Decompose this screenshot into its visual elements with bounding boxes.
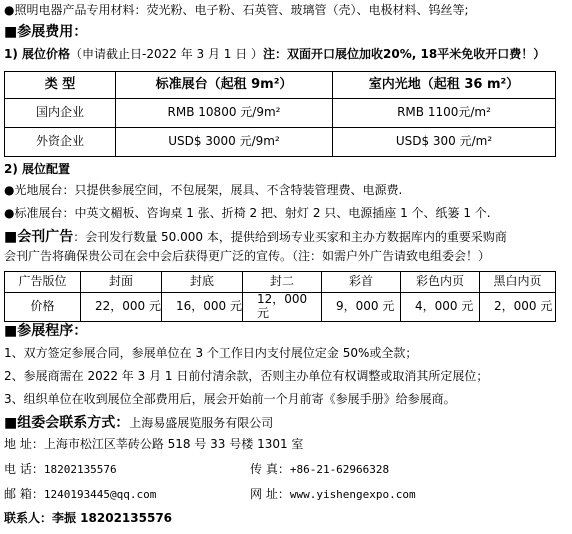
- fax-label: 传 真：: [250, 462, 290, 476]
- table-header: 彩色内页: [401, 272, 480, 293]
- table-cell: 价格: [5, 293, 81, 322]
- table-header: 黑白内页: [480, 272, 556, 293]
- email-label: 邮 箱：: [4, 487, 44, 501]
- table-cell: 22，000 元: [81, 293, 162, 322]
- price-note-bold: 注：双面开口展位加收20%, 18平米免收开口费！）: [263, 47, 546, 61]
- procedure-step: 2、参展商需在 2022 年 3 月 1 日前付清余款，否则主办单位有权调整或取消其所定展位；: [4, 369, 489, 383]
- materials-line: ●照明电器产品专用材料：荧光粉、电子粉、石英管、玻璃管（壳）、电极材料、钨丝等;: [4, 3, 469, 17]
- fees-title: ■参展费用：: [4, 24, 88, 40]
- table-row: [5, 293, 556, 322]
- table-header: 室内光地（起租 36 m²）: [333, 72, 556, 99]
- email-value[interactable]: 1240193445@qq.com: [43, 488, 157, 501]
- contact-person: 联系人：李振 18202135576: [4, 511, 173, 525]
- table-cell: USD$ 300 元/m²: [333, 128, 556, 157]
- table-cell: RMB 10800 元/9m²: [116, 99, 333, 128]
- table-header: 彩首: [322, 272, 401, 293]
- phone-value: 18202135576: [43, 463, 117, 476]
- table-row: [5, 128, 556, 157]
- table-header: 封二: [243, 272, 322, 293]
- price-line: [4, 48, 545, 62]
- email-line: [4, 488, 156, 502]
- table-cell: RMB 1100元/m²: [333, 99, 556, 128]
- price-note: （申请截止日-2022 年 3 月 1 日 ）: [70, 47, 264, 61]
- config-item: ●标准展台：中英文楣板、咨询桌 1 张、折椅 2 把、射灯 2 只、电源插座 1 个、纸篓 1 个.: [4, 206, 491, 220]
- phone-label: 电 话：: [4, 462, 44, 476]
- address-label: 地 址：: [4, 437, 44, 451]
- ads-title: ■会刊广告: [4, 229, 74, 245]
- address-line: [4, 438, 303, 452]
- table-header-row: [5, 72, 556, 99]
- ads-desc2: 会刊广告将确保贵公司在会中会后获得更广泛的宣传。（注：如需户外广告请致电组委会！）: [4, 249, 491, 263]
- web-line: [250, 488, 416, 502]
- procedure-step: 1、双方签定参展合同，参展单位在 3 个工作日内支付展位定金 50%或全款；: [4, 346, 418, 360]
- config-item: ●光地展台：只提供参展空间，不包展架，展具、不含特装管理费、电源费.: [4, 183, 403, 197]
- price-label: 1) 展位价格: [4, 47, 71, 61]
- booth-price-table: [4, 71, 556, 157]
- ads-line: [4, 229, 507, 245]
- web-label: 网 址：: [250, 487, 290, 501]
- address-value: 上海市松江区莘砖公路 518 号 33 号楼 1301 室: [43, 437, 304, 451]
- fax-value: +86-21-62966328: [289, 463, 390, 476]
- contact-title-line: [4, 415, 273, 431]
- table-cell: USD$ 3000 元/9m²: [116, 128, 333, 157]
- table-cell: 外资企业: [5, 128, 116, 157]
- fax-line: [250, 463, 389, 477]
- ads-desc: ：会刊发行数量 50.000 本，提供给到场专业买家和主办方数据库内的重要采购商: [73, 230, 507, 244]
- table-header-row: [5, 272, 556, 293]
- phone-line: [4, 463, 117, 477]
- ads-price-table: [4, 271, 556, 322]
- procedure-step: 3、组织单位在收到展位全部费用后，展会开始前一个月前寄《参展手册》给参展商。: [4, 392, 456, 406]
- table-cell: 9，000 元: [322, 293, 401, 322]
- table-cell: 4，000 元: [401, 293, 480, 322]
- table-header: 类 型: [5, 72, 116, 99]
- contact-title: ■组委会联系方式：: [4, 415, 130, 431]
- procedure-title: ■参展程序：: [4, 323, 88, 339]
- table-header: 封底: [162, 272, 243, 293]
- contact-org: 上海易盛展览服务有限公司: [129, 416, 274, 430]
- table-cell: 2，000 元: [480, 293, 556, 322]
- table-row: [5, 99, 556, 128]
- table-header: 广告版位: [5, 272, 81, 293]
- web-value[interactable]: www.yishengexpo.com: [289, 488, 416, 501]
- table-header: 封面: [81, 272, 162, 293]
- table-cell: 16，000 元: [162, 293, 243, 322]
- config-title: 2) 展位配置: [4, 162, 71, 176]
- table-header: 标准展台（起租 9m²）: [116, 72, 333, 99]
- table-cell: 国内企业: [5, 99, 116, 128]
- table-cell: 12，000 元: [243, 293, 322, 322]
